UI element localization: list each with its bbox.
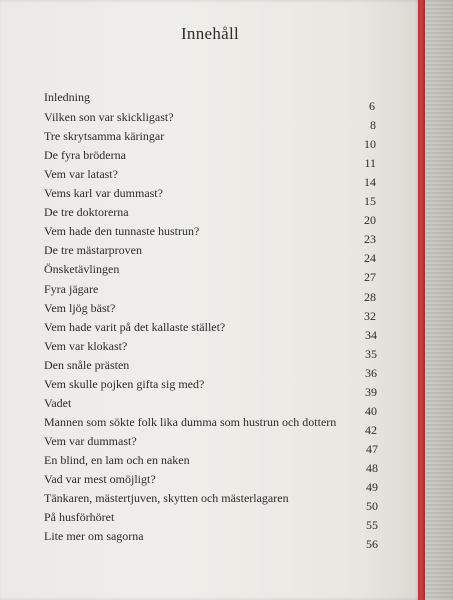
toc-entry-title: Vem var dummast? (44, 434, 137, 448)
book-cover-edge (425, 0, 453, 600)
toc-entry-page-number: 36 (365, 366, 377, 380)
toc-entry-page-number: 20 (364, 213, 376, 227)
toc-entry-title: Vem var latast? (44, 167, 118, 181)
toc-entry-title: Vems karl var dummast? (44, 186, 163, 200)
toc-entry-page-number: 49 (366, 480, 378, 494)
toc-entry-page-number: 40 (365, 404, 377, 418)
toc-entry-page-number: 27 (364, 270, 376, 284)
toc-entry-title: Tänkaren, mästertjuven, skytten och mästerlagaren (44, 491, 289, 505)
toc-entry-page-number: 42 (365, 423, 377, 437)
toc-entry-title: Vadet (44, 396, 72, 410)
toc-entry-title: Den snåle prästen (44, 358, 130, 372)
toc-entry-title: Vem skulle pojken gifta sig med? (44, 377, 205, 391)
toc-entry-title: Lite mer om sagorna (44, 529, 144, 543)
toc-entry-page-number: 34 (365, 328, 377, 342)
toc-entry-title: Vilken son var skickligast? (44, 110, 174, 124)
toc-entry-page-number: 6 (369, 99, 375, 113)
toc-entry-title: Vad var mest omöjligt? (44, 472, 156, 486)
page-edge-red (418, 0, 425, 600)
toc-entry-page-number: 28 (364, 290, 376, 304)
toc-entry-page-number: 50 (366, 499, 378, 513)
toc-entry-page-number: 39 (365, 385, 377, 399)
toc-entry-title: En blind, en lam och en naken (44, 453, 190, 467)
toc-entry-title: Vem ljög bäst? (44, 301, 116, 315)
toc-entry-page-number: 15 (364, 194, 376, 208)
toc-entry-title: Vem hade den tunnaste hustrun? (44, 224, 200, 238)
toc-entry-page-number: 56 (366, 537, 378, 551)
toc-entry-title: Inledning (44, 90, 90, 104)
toc-entry-page-number: 8 (370, 118, 376, 132)
toc-entry-page-number: 23 (364, 232, 376, 246)
toc-entry-title: Önsketävlingen (44, 262, 120, 276)
toc-entry-page-number: 14 (364, 175, 376, 189)
toc-entry-title: De fyra bröderna (44, 148, 126, 162)
toc-entry-page-number: 11 (364, 156, 376, 170)
toc-entry-page-number: 47 (366, 442, 378, 456)
toc-entry-page-number: 55 (366, 518, 378, 532)
toc-entry-page-number: 32 (364, 309, 376, 323)
toc-entry-title: Vem var klokast? (44, 339, 128, 353)
toc-entry-title: Mannen som sökte folk lika dumma som hustrun och dottern (44, 415, 337, 429)
page-title: Innehåll (180, 24, 240, 43)
toc-entry-title: Tre skrytsamma käringar (44, 129, 165, 143)
toc-entry-page-number: 48 (366, 461, 378, 475)
toc-entry-title: Fyra jägare (44, 282, 99, 296)
toc-entry-title: På husförhöret (44, 510, 115, 524)
toc-entry-page-number: 24 (364, 251, 376, 265)
toc-entry-page-number: 35 (365, 347, 377, 361)
toc-entry-title: De tre doktorerna (44, 205, 129, 219)
toc-entry-title: Vem hade varit på det kallaste stället? (44, 320, 226, 334)
toc-entry-page-number: 10 (364, 137, 376, 151)
toc-entry-title: De tre mästarproven (44, 243, 142, 257)
